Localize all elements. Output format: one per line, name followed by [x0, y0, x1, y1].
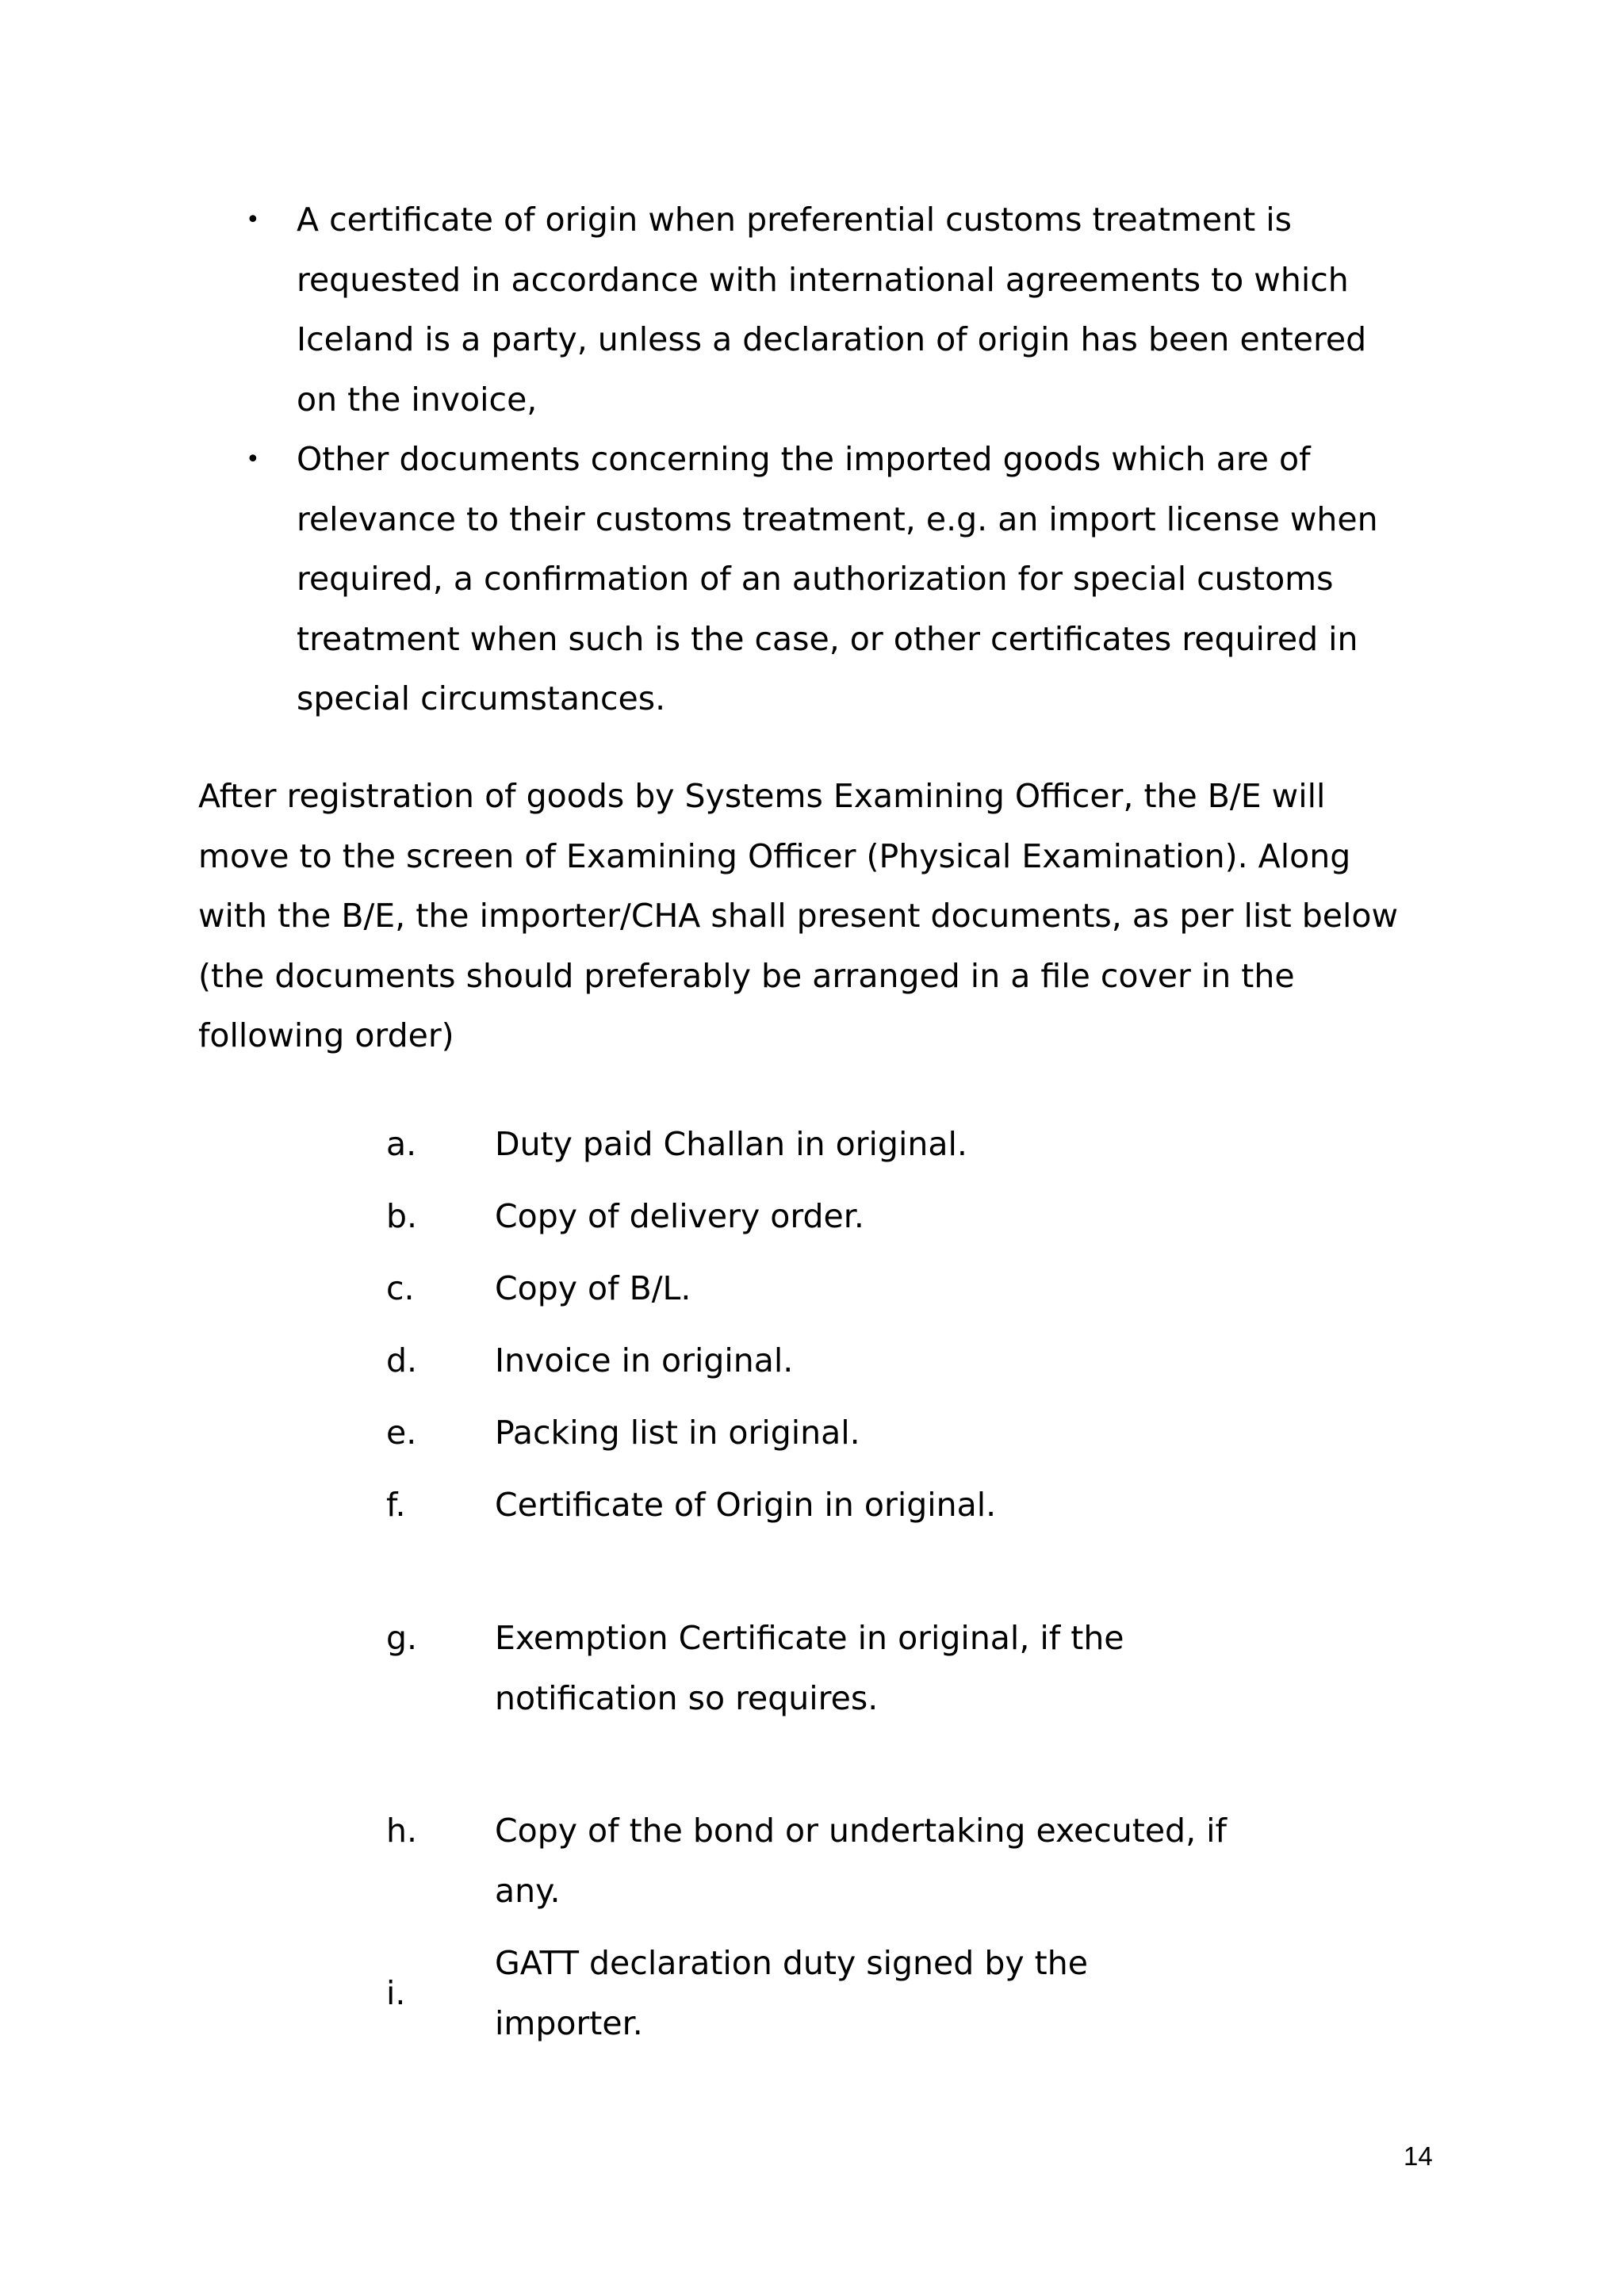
document-line: Exemption Certificate in original, if the — [495, 1619, 1124, 1657]
bullet-line: special circumstances. — [297, 679, 666, 718]
paragraph-line: move to the screen of Examining Officer (Physical Examination). Along — [198, 836, 1351, 875]
document-text — [495, 1609, 1288, 1728]
document-text — [495, 1259, 1288, 1319]
document-line: Duty paid Challan in original. — [495, 1125, 967, 1163]
document-line: Packing list in original. — [495, 1414, 860, 1452]
document-text — [495, 1801, 1288, 1921]
paragraph-line: After registration of goods by Systems Examining Officer, the B/E will — [198, 777, 1326, 815]
document-text — [495, 1115, 1288, 1175]
document-line: importer. — [495, 2003, 643, 2042]
document-letter: c. — [386, 1269, 415, 1307]
document-letter: g. — [386, 1619, 418, 1657]
document-line: Invoice in original. — [495, 1341, 794, 1380]
document-letter: a. — [386, 1125, 417, 1163]
document-letter: i. — [386, 1974, 406, 2012]
document-line: GATT declaration duty signed by the — [495, 1944, 1088, 1982]
paragraph-line: following order) — [198, 1016, 454, 1054]
bullet-line: A certificate of origin when preferential customs treatment is — [297, 201, 1292, 239]
bullet-line: on the invoice, — [297, 380, 538, 419]
document-line: Certificate of Origin in original. — [495, 1486, 997, 1524]
bullet-line: required, a confirmation of an authorization for special customs — [297, 560, 1334, 598]
bullet-icon: • — [246, 446, 260, 473]
document-line: any. — [495, 1871, 561, 1910]
document-letter: f. — [386, 1486, 406, 1524]
bullet-icon: • — [246, 206, 260, 234]
document-line: Copy of B/L. — [495, 1269, 691, 1307]
document-text — [495, 1331, 1288, 1391]
bullet-line: Iceland is a party, unless a declaration of origin has been entered — [297, 320, 1367, 358]
bullet-line: relevance to their customs treatment, e.g. an import license when — [297, 499, 1378, 538]
document-letter: b. — [386, 1197, 418, 1235]
document-letter: h. — [386, 1812, 418, 1850]
document-text — [495, 1187, 1288, 1247]
page-number: 14 — [1404, 2141, 1433, 2171]
document-line: Copy of delivery order. — [495, 1197, 864, 1235]
document-text — [495, 1475, 1288, 1536]
document-letter: e. — [386, 1414, 417, 1452]
document-line: notification so requires. — [495, 1678, 879, 1717]
bullet-line: requested in accordance with international agreements to which — [297, 260, 1349, 299]
bullet-line: Other documents concerning the imported goods which are of — [297, 440, 1311, 478]
bullet-line: treatment when such is the case, or other certificates required in — [297, 619, 1358, 658]
document-line: Copy of the bond or undertaking executed, if — [495, 1812, 1227, 1850]
document-text — [495, 1934, 1288, 2053]
document-letter: d. — [386, 1341, 418, 1380]
paragraph-line: with the B/E, the importer/CHA shall present documents, as per list below — [198, 897, 1398, 935]
paragraph-line: (the documents should preferably be arranged in a file cover in the — [198, 956, 1295, 995]
document-text — [495, 1403, 1288, 1464]
